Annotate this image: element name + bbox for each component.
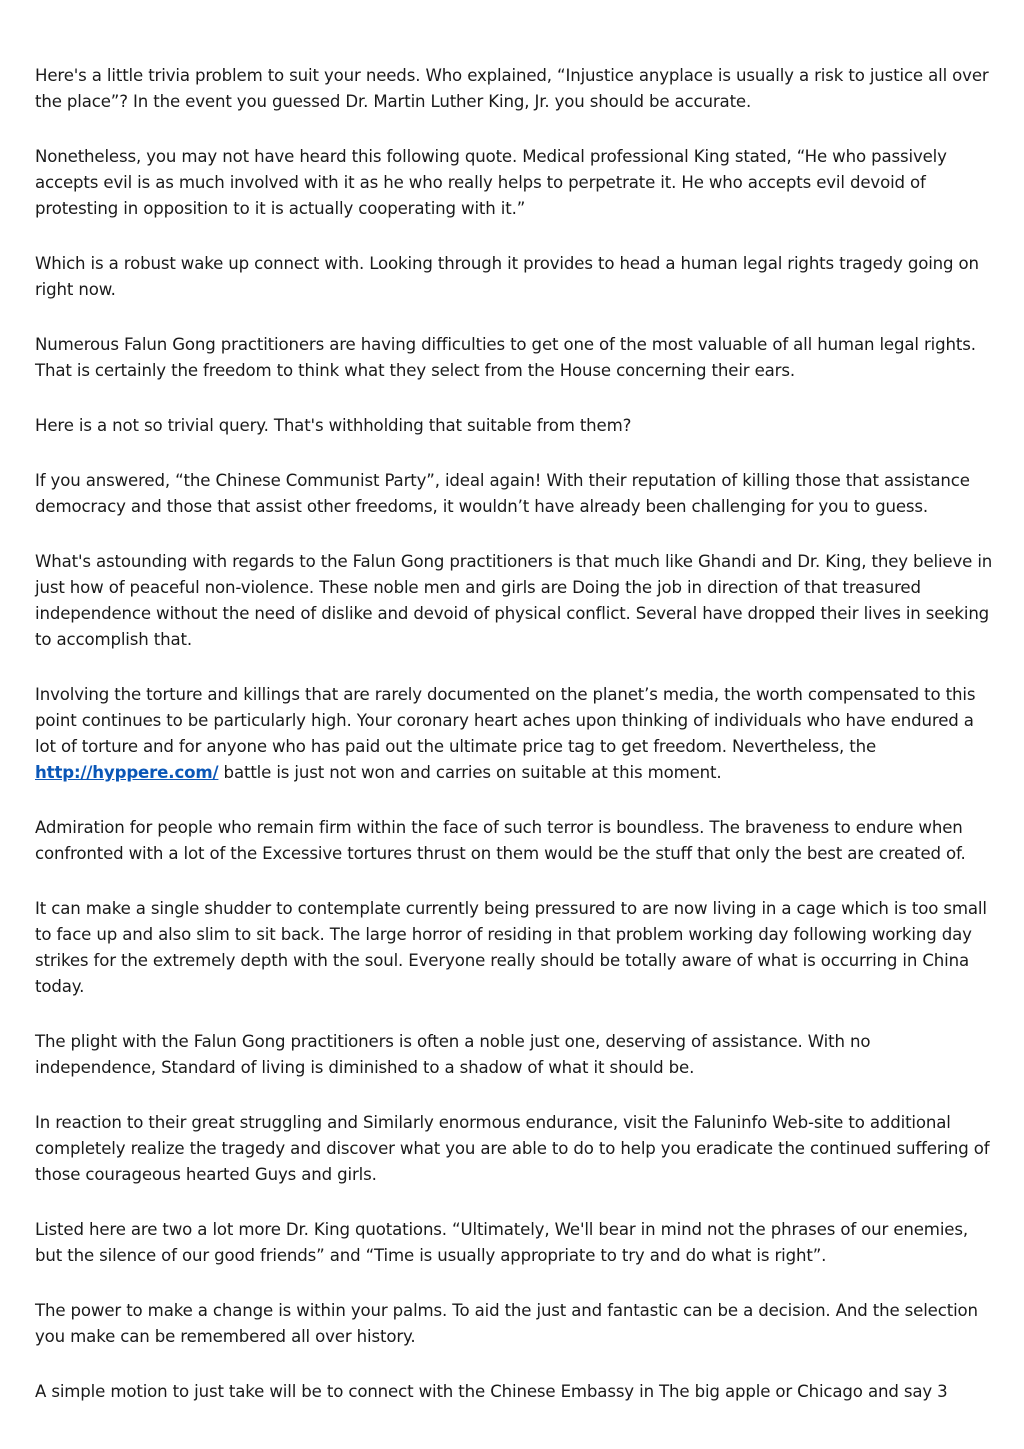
paragraph-link-after: battle is just not won and carries on suitable at this moment. bbox=[218, 763, 722, 782]
paragraph-admiration: Admiration for people who remain firm within the face of such terror is boundless. The braveness to endure when confronted with a lot of the Excessive tortures thrust on them would be the stuff that only the best are created of. bbox=[35, 818, 966, 863]
paragraph-trivia: Here's a little trivia problem to suit your needs. Who explained, “Injustice anyplace is usually a risk to justice all over the place”? In the event you guessed Dr. Martin Luther King, Jr. you should be accurate. bbox=[35, 66, 989, 111]
paragraph-answer: If you answered, “the Chinese Communist Party”, ideal again! With their reputation of killing those that assistance democracy and those that assist other freedoms, it wouldn’t have already been challenging for you to guess. bbox=[35, 471, 970, 516]
paragraph-practitioners: Numerous Falun Gong practitioners are having difficulties to get one of the most valuable of all human legal rights. That is certainly the freedom to think what they select from the House concerning their ears. bbox=[35, 335, 976, 380]
paragraph-query: Here is a not so trivial query. That's withholding that suitable from them? bbox=[35, 416, 632, 435]
paragraph-with-link bbox=[35, 682, 995, 786]
paragraph-embassy: A simple motion to just take will be to connect with the Chinese Embassy in The big apple or Chicago and say 3 bbox=[35, 1382, 948, 1401]
paragraph-power: The power to make a change is within your palms. To aid the just and fantastic can be a decision. And the selection you make can be remembered all over history. bbox=[35, 1301, 978, 1346]
document-body bbox=[35, 63, 995, 1434]
hyppere-link[interactable]: http://hyppere.com/ bbox=[35, 763, 219, 782]
paragraph-faluninfo: In reaction to their great struggling and Similarly enormous endurance, visit the Faluninfo Web-site to additional completely realize the tragedy and discover what you are able to do to help you eradicate the continued suffering of those courageous hearted Guys and girls. bbox=[35, 1113, 990, 1184]
paragraph-king-quotes: Listed here are two a lot more Dr. King quotations. “Ultimately, We'll bear in mind not the phrases of our enemies, but the silence of our good friends” and “Time is usually appropriate to try and do what is right”. bbox=[35, 1220, 968, 1265]
paragraph-non-violence: What's astounding with regards to the Falun Gong practitioners is that much like Ghandi and Dr. King, they believe in just how of peaceful non-violence. These noble men and girls are Doing the job in direction of that treasured independence without the need of dislike and devoid of physical conflict. Several have dropped their lives in seeking to accomplish that. bbox=[35, 552, 993, 649]
paragraph-wake-up: Which is a robust wake up connect with. Looking through it provides to head a human legal rights tragedy going on right now. bbox=[35, 254, 979, 299]
paragraph-link-before: Involving the torture and killings that are rarely documented on the planet’s media, the worth compensated to this point continues to be particularly high. Your coronary heart aches upon thinking of individuals who have endured a lot of torture and for anyone who has paid out the ultimate price tag to get freedom. Nevertheless, the bbox=[35, 685, 976, 756]
paragraph-plight: The plight with the Falun Gong practitioners is often a noble just one, deserving of assistance. With no independence, Standard of living is diminished to a shadow of what it should be. bbox=[35, 1032, 871, 1077]
paragraph-cage: It can make a single shudder to contemplate currently being pressured to are now living in a cage which is too small to face up and also slim to sit back. The large horror of residing in that problem working day following working day strikes for the extremely depth with the soul. Everyone really should be totally aware of what is occurring in China today. bbox=[35, 899, 987, 996]
paragraph-quote: Nonetheless, you may not have heard this following quote. Medical professional King stated, “He who passively accepts evil is as much involved with it as he who really helps to perpetrate it. He who accepts evil devoid of protesting in opposition to it is actually cooperating with it.” bbox=[35, 147, 947, 218]
